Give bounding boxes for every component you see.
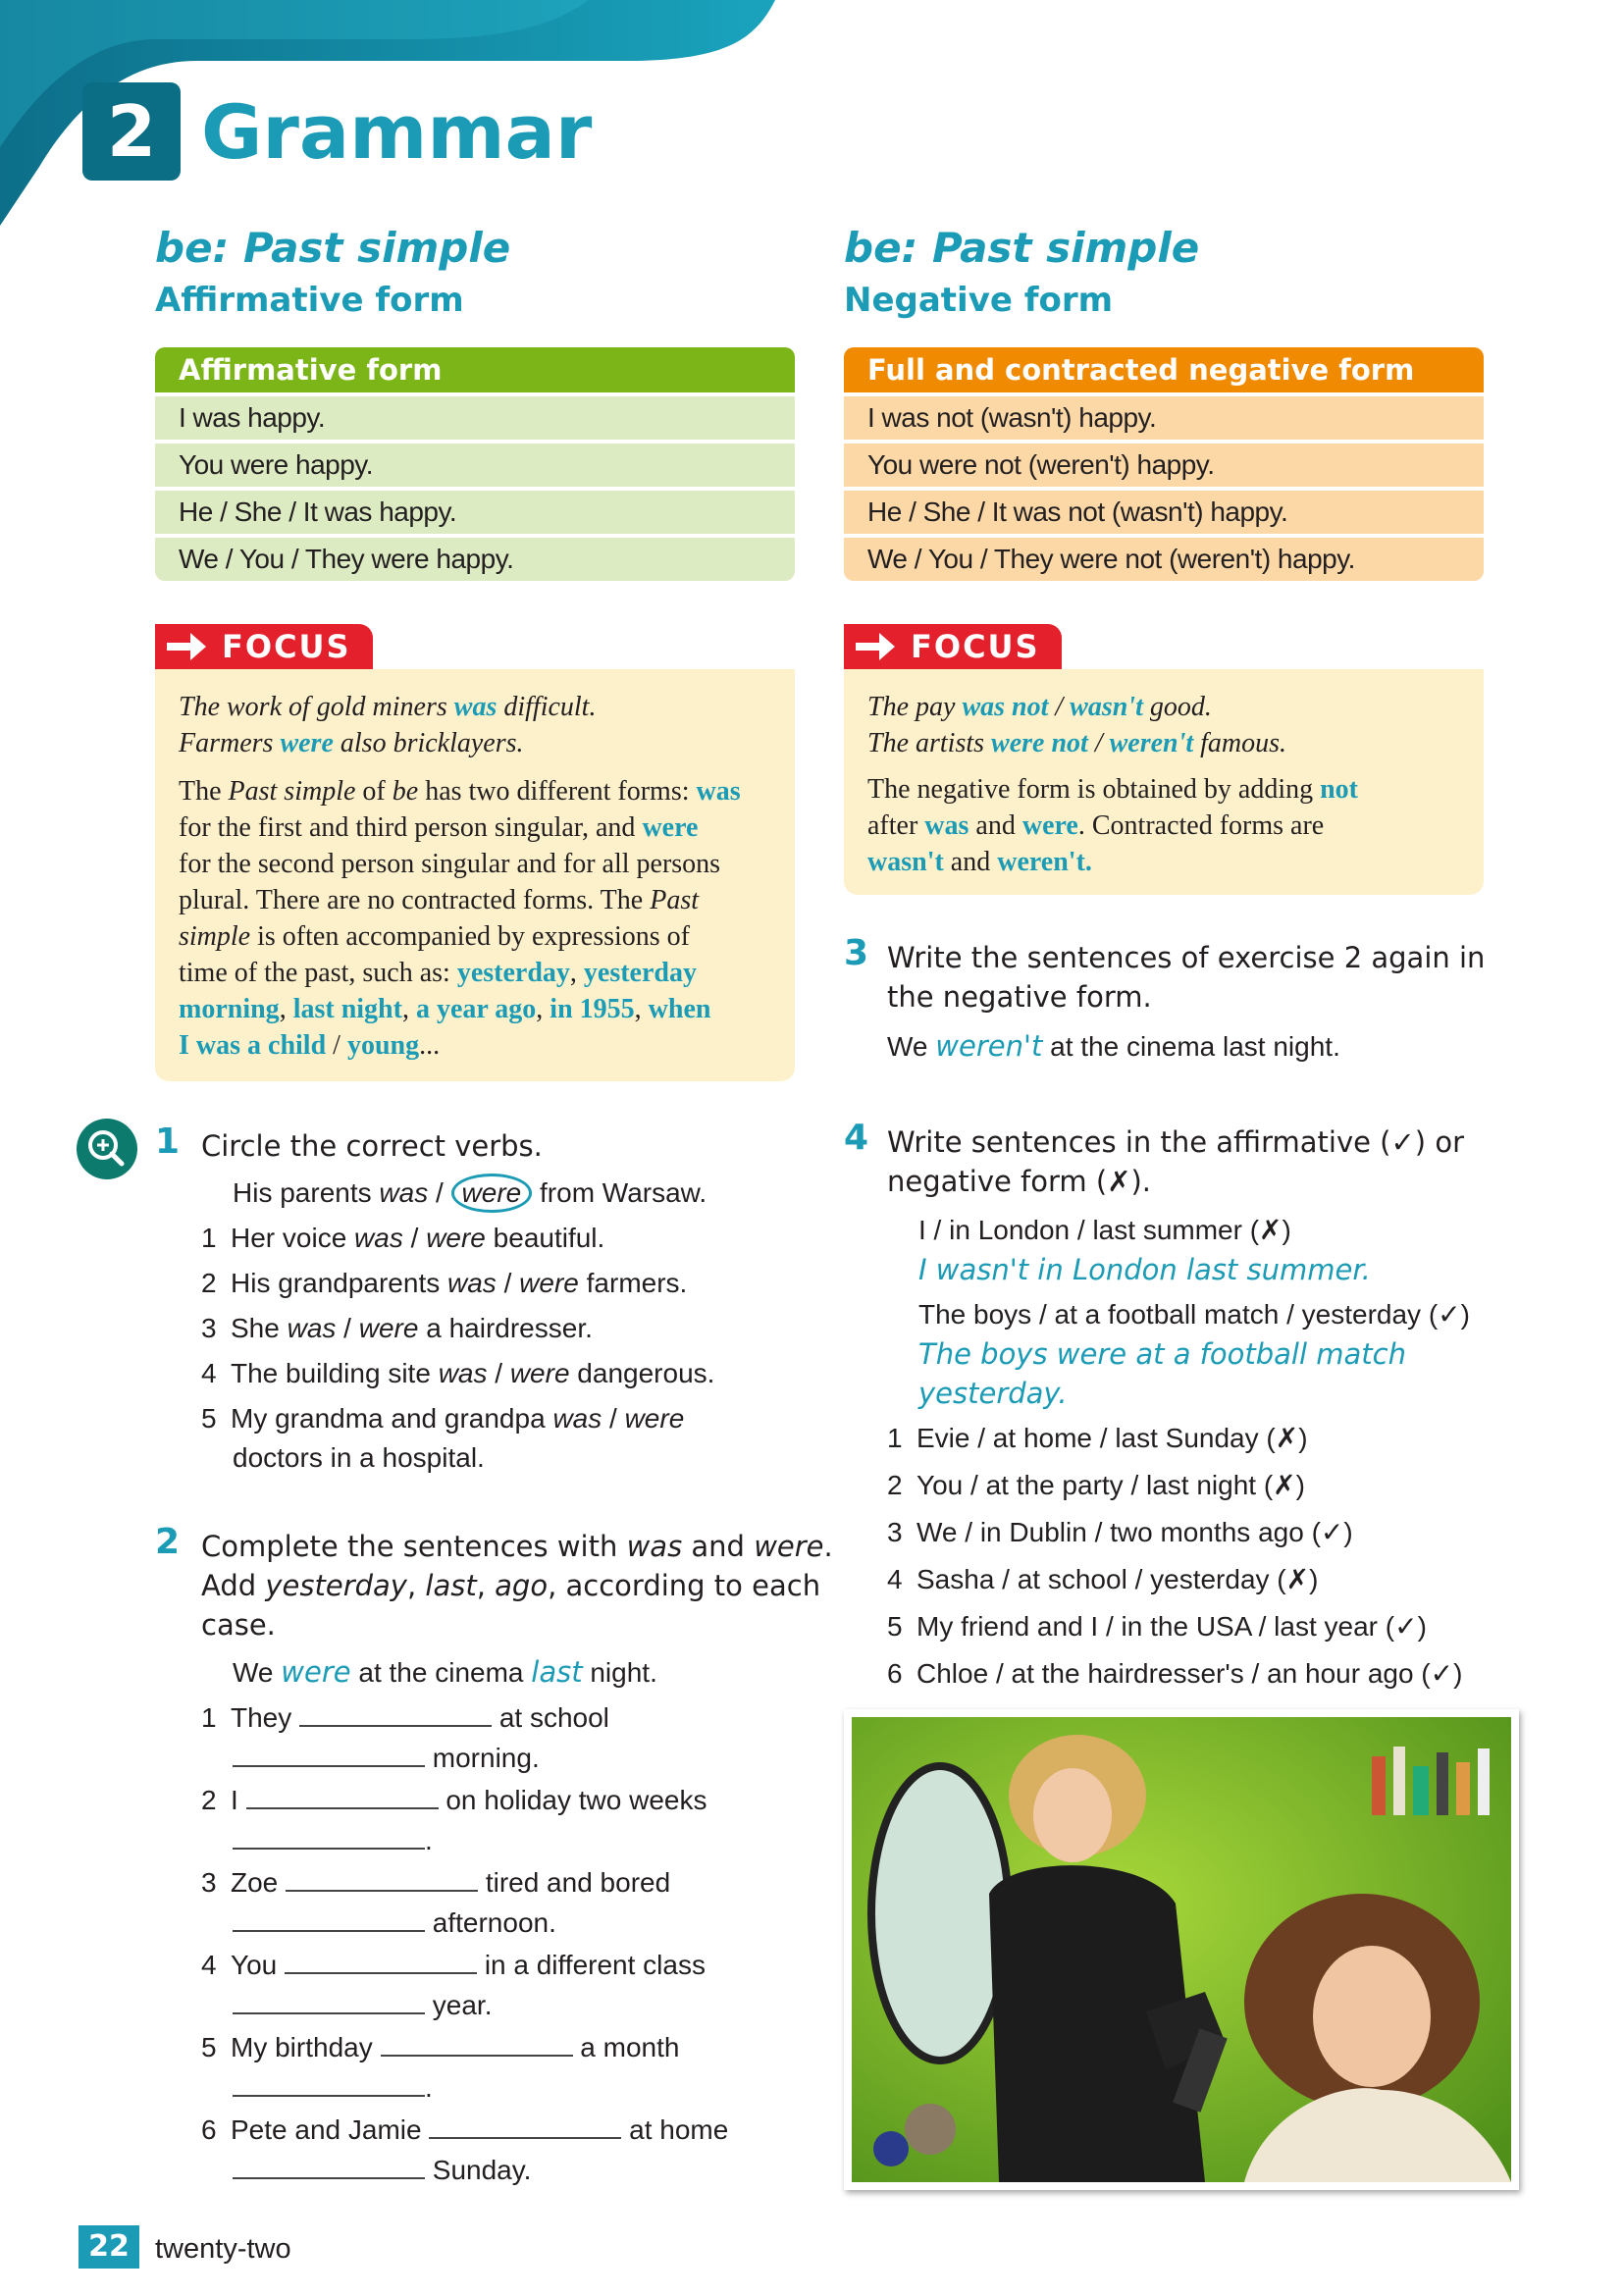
table-row: You were happy. xyxy=(155,444,795,487)
hairdresser-photo xyxy=(844,1709,1519,2190)
focus-example-1: The work of gold miners was difficult. xyxy=(179,692,597,722)
focus-label-left xyxy=(155,624,373,669)
exercise-number: 1 xyxy=(155,1122,181,1162)
table-row: You were not (weren't) happy. xyxy=(844,444,1484,487)
focus-example-2: The artists were not / weren't famous. xyxy=(867,728,1287,758)
answer-blank[interactable] xyxy=(299,1697,492,1727)
table-row: We / You / They were not (weren't) happy. xyxy=(844,538,1484,581)
list-item: 5 My grandma and grandpa was / were xyxy=(201,1403,685,1434)
list-item: 3 Zoe tired and bored afternoon. xyxy=(201,1862,728,1945)
unit-title: Grammar xyxy=(201,88,593,176)
list-item: 4 Sasha / at school / yesterday (✗) xyxy=(887,1564,1319,1594)
answer-blank[interactable] xyxy=(381,2027,573,2057)
answer-blank[interactable] xyxy=(246,1780,439,1809)
table-row: I was not (wasn't) happy. xyxy=(844,396,1484,440)
exercise-number: 2 xyxy=(155,1522,181,1562)
zoom-icon[interactable] xyxy=(77,1119,137,1179)
list-item: 3 She was / were a hairdresser. xyxy=(201,1313,593,1343)
exercise-2-items xyxy=(201,1697,728,2192)
table-row: We / You / They were happy. xyxy=(155,538,795,581)
focus-example-1: The pay was not / wasn't good. xyxy=(867,692,1212,722)
photo-illustration xyxy=(852,1717,1511,2182)
right-section-subtitle: Negative form xyxy=(844,281,1114,320)
focus-explanation: The negative form is obtained by adding not after was and were. Contracted forms are wasn't and weren't. xyxy=(867,774,1359,877)
focus-label-text: FOCUS xyxy=(222,628,351,665)
left-section-subtitle: Affirmative form xyxy=(155,281,464,320)
answer-blank[interactable] xyxy=(233,2067,425,2097)
exercise-4-items xyxy=(887,1419,1462,1701)
list-item-continuation: doctors in a hospital. xyxy=(233,1442,485,1473)
unit-number: 2 xyxy=(82,82,181,181)
arrow-right-icon xyxy=(854,629,897,664)
focus-label-text: FOCUS xyxy=(911,628,1040,665)
answer-blank[interactable] xyxy=(285,1945,477,1974)
answer-blank[interactable] xyxy=(233,1985,425,2014)
left-section-title: be: Past simple xyxy=(155,224,511,272)
list-item: 1 They at school morning. xyxy=(201,1697,728,1780)
exercise-number: 3 xyxy=(844,933,869,973)
list-item: 5 My friend and I / in the USA / last year (✓) xyxy=(887,1611,1427,1642)
arrow-right-icon xyxy=(165,629,208,664)
exercise-4-examples xyxy=(918,1211,1470,1413)
circled-answer: were xyxy=(451,1174,533,1213)
page-number-words: twenty-two xyxy=(155,2233,291,2265)
affirmative-table xyxy=(155,347,795,581)
list-item: 1 Her voice was / were beautiful. xyxy=(201,1223,605,1253)
focus-box-right xyxy=(844,669,1484,895)
list-item: 2 His grandparents was / were farmers. xyxy=(201,1268,688,1298)
example-answer: yesterday. xyxy=(918,1377,1068,1410)
exercise-example: His parents was / were from Warsaw. xyxy=(233,1174,707,1213)
focus-example-2: Farmers were also bricklayers. xyxy=(179,728,524,758)
magnifier-icon xyxy=(77,1119,137,1179)
example-prompt: I / in London / last summer (✗) xyxy=(918,1215,1291,1245)
example-answer: The boys were at a football match xyxy=(918,1337,1406,1371)
answer-blank[interactable] xyxy=(286,1862,478,1892)
answer-blank[interactable] xyxy=(429,2110,621,2139)
list-item: 1 Evie / at home / last Sunday (✗) xyxy=(887,1423,1308,1453)
exercise-example: We were at the cinema last night. xyxy=(233,1655,657,1689)
list-item: 6 Chloe / at the hairdresser's / an hour ago (✓) xyxy=(887,1658,1463,1689)
table-row: He / She / It was happy. xyxy=(155,491,795,534)
exercise-instruction: Circle the correct verbs. xyxy=(201,1129,543,1163)
negative-table xyxy=(844,347,1484,581)
exercise-instruction: Complete the sentences with was and were. Add yesterday, last, ago, according to each case. xyxy=(201,1530,833,1642)
table-row: He / She / It was not (wasn't) happy. xyxy=(844,491,1484,534)
list-item: 2 I on holiday two weeks . xyxy=(201,1780,728,1862)
answer-blank[interactable] xyxy=(233,2150,425,2179)
list-item: 5 My birthday a month . xyxy=(201,2027,728,2110)
exercise-instruction: Write sentences in the affirmative (✓) or negative form (✗). xyxy=(887,1125,1464,1198)
exercise-1-items xyxy=(201,1219,714,1478)
focus-label-right xyxy=(844,624,1062,669)
focus-box-left xyxy=(155,669,795,1081)
answer-blank[interactable] xyxy=(233,1820,425,1850)
list-item: 2 You / at the party / last night (✗) xyxy=(887,1470,1305,1500)
example-answer: I wasn't in London last summer. xyxy=(918,1253,1371,1286)
exercise-number: 4 xyxy=(844,1118,869,1158)
exercise-example: We weren't at the cinema last night. xyxy=(887,1029,1340,1063)
answer-blank[interactable] xyxy=(233,1738,425,1767)
list-item: 3 We / in Dublin / two months ago (✓) xyxy=(887,1517,1353,1547)
right-section-title: be: Past simple xyxy=(844,224,1200,272)
table-row: I was happy. xyxy=(155,396,795,440)
focus-explanation: The Past simple of be has two different forms: was for the first and third person singular, and were for the second person singular and for all persons plural. There are no contracted forms. The Past simple is often accompanied by expressions of time of the past, such as: yesterday, yesterday morning, last night, a year ago, in 1955, when I was a child / young... xyxy=(179,776,741,1061)
answer-blank[interactable] xyxy=(233,1903,425,1932)
exercise-instruction: Write the sentences of exercise 2 again in the negative form. xyxy=(887,941,1486,1014)
list-item: 4 The building site was / were dangerous. xyxy=(201,1358,715,1388)
negative-table-header: Full and contracted negative form xyxy=(844,347,1484,392)
list-item: 6 Pete and Jamie at home Sunday. xyxy=(201,2110,728,2192)
example-prompt: The boys / at a football match / yesterday (✓) xyxy=(918,1299,1470,1330)
affirmative-table-header: Affirmative form xyxy=(155,347,795,392)
list-item: 4 You in a different class year. xyxy=(201,1945,728,2027)
page-number: 22 xyxy=(79,2225,139,2269)
